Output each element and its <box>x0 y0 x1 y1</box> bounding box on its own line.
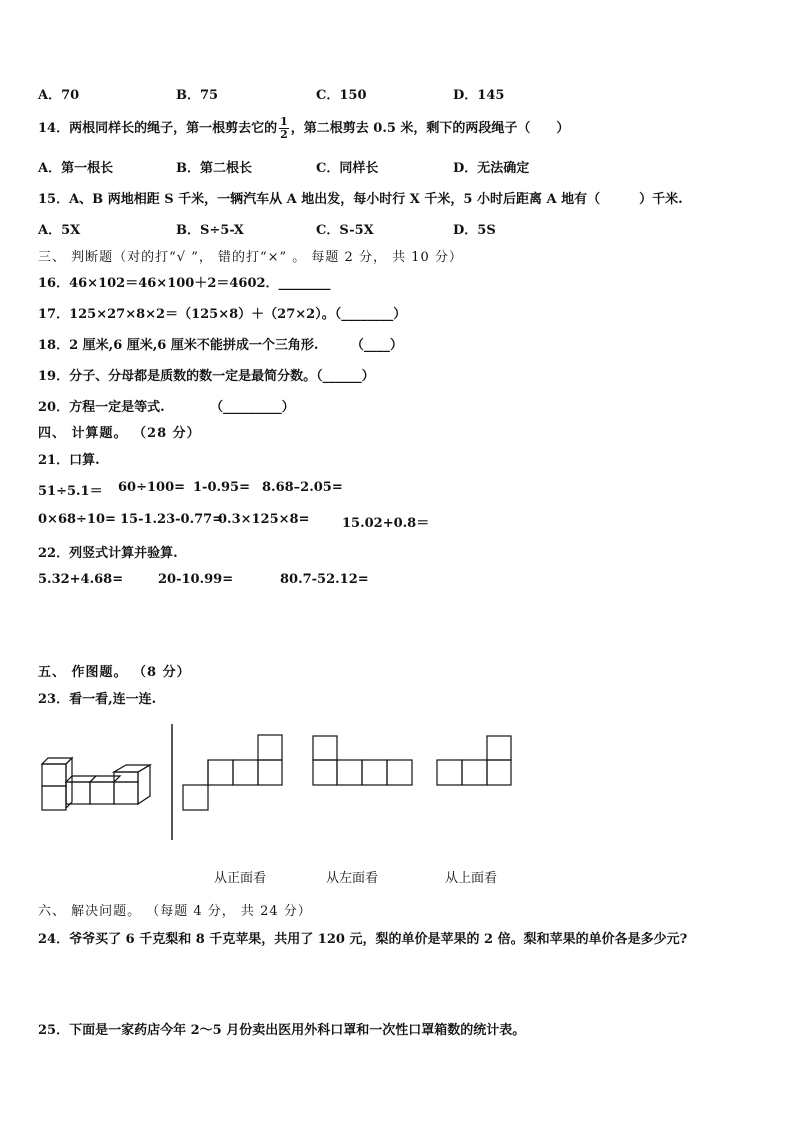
question-18: 18．2 厘米,6 厘米,6 厘米不能拼成一个三角形. （____） <box>38 338 403 353</box>
q15-option-c: C．S-5X <box>316 223 374 238</box>
q15-option-b: B．S÷5-X <box>176 223 244 238</box>
question-17: 17．125×27×8×2＝（125×8）＋（27×2）。（________） <box>38 307 407 322</box>
section-5-heading: 五、 作图题。 （8 分） <box>38 665 191 680</box>
view-label-left: 从左面看 <box>326 871 379 886</box>
right-cube-upper <box>114 772 138 782</box>
section-6-heading: 六、 解决问题。 （每题 4 分， 共 24 分） <box>38 904 312 919</box>
section-4-heading: 四、 计算题。 （28 分） <box>38 426 201 441</box>
q14-option-c: C．同样长 <box>316 161 379 176</box>
q21-item-6: 15-1.23-0.77= <box>120 512 224 527</box>
question-25: 25．下面是一家药店今年 2～5 月份卖出医用外科口罩和一次性口罩箱数的统计表。 <box>38 1023 526 1038</box>
q14-option-b: B．第二根长 <box>176 161 252 176</box>
q22-item-3: 80.7-52.12= <box>280 572 369 587</box>
question-23: 23．看一看,连一连. <box>38 692 157 707</box>
fraction-numerator: 1 <box>280 115 288 128</box>
q14-option-d: D．无法确定 <box>453 161 530 176</box>
q14-option-a: A．第一根长 <box>38 161 114 176</box>
right-cube-side <box>138 765 150 804</box>
q21-item-3: 1-0.95= <box>193 480 250 495</box>
q21-item-5: 0×68÷10= <box>38 512 116 527</box>
cube-bottom-front <box>42 786 66 810</box>
question-14-prefix: 14．两根同样长的绳子，第一根剪去它的 <box>38 121 278 136</box>
cube-solid-drawing <box>42 758 150 810</box>
q21-item-8: 15.02+0.8＝ <box>342 516 430 531</box>
row-cube-2 <box>90 782 114 804</box>
question-16: 16．46×102＝46×100＋2＝4602．________ <box>38 276 331 291</box>
q22-item-2: 20-10.99= <box>158 572 234 587</box>
row-cube-1 <box>66 782 90 804</box>
view-3-shape <box>437 736 511 785</box>
q15-option-d: D．5S <box>453 223 496 238</box>
question-14-suffix: ，第二根剪去 0.5 米，剩下的两段绳子（ ） <box>290 121 570 136</box>
cube-top-front <box>42 764 66 786</box>
q13-option-d: D．145 <box>453 88 505 103</box>
question-21: 21．口算. <box>38 453 100 468</box>
q21-item-1: 51÷5.1＝ <box>38 484 103 499</box>
cube-right-face-upper <box>66 758 72 808</box>
view-2-shape <box>313 736 412 785</box>
question-19: 19．分子、分母都是质数的数一定是最简分数。（______） <box>38 369 375 384</box>
row-cube-3 <box>114 782 138 804</box>
question-15: 15．A、B 两地相距 S 千米，一辆汽车从 A 地出发，每小时行 X 千米，5 小时后距离 A 地有（ ）千米. <box>38 192 683 207</box>
q21-item-7: 0.3×125×8= <box>218 512 310 527</box>
q21-item-2: 60÷100= <box>118 480 186 495</box>
q13-option-a: A．70 <box>38 88 80 103</box>
q15-option-a: A．5X <box>38 223 81 238</box>
view-label-front: 从正面看 <box>214 871 267 886</box>
q13-option-c: C．150 <box>316 88 367 103</box>
q13-option-b: B．75 <box>176 88 219 103</box>
fraction-denominator: 2 <box>280 128 288 141</box>
row-top-2 <box>90 776 120 782</box>
view-label-top: 从上面看 <box>445 871 498 886</box>
question-20: 20．方程一定是等式. （_________） <box>38 400 295 415</box>
q21-item-4: 8.68–2.05= <box>262 480 343 495</box>
question-24: 24．爷爷买了 6 千克梨和 8 千克苹果，共用了 120 元，梨的单价是苹果的 2 倍。梨和苹果的单价各是多少元? <box>38 932 688 947</box>
view-1-shape <box>183 735 282 810</box>
question-22: 22．列竖式计算并验算. <box>38 546 178 561</box>
section-3-heading: 三、 判断题（对的打“√ ”， 错的打“×” 。 每题 2 分， 共 10 分） <box>38 250 463 265</box>
q22-item-1: 5.32+4.68= <box>38 572 124 587</box>
